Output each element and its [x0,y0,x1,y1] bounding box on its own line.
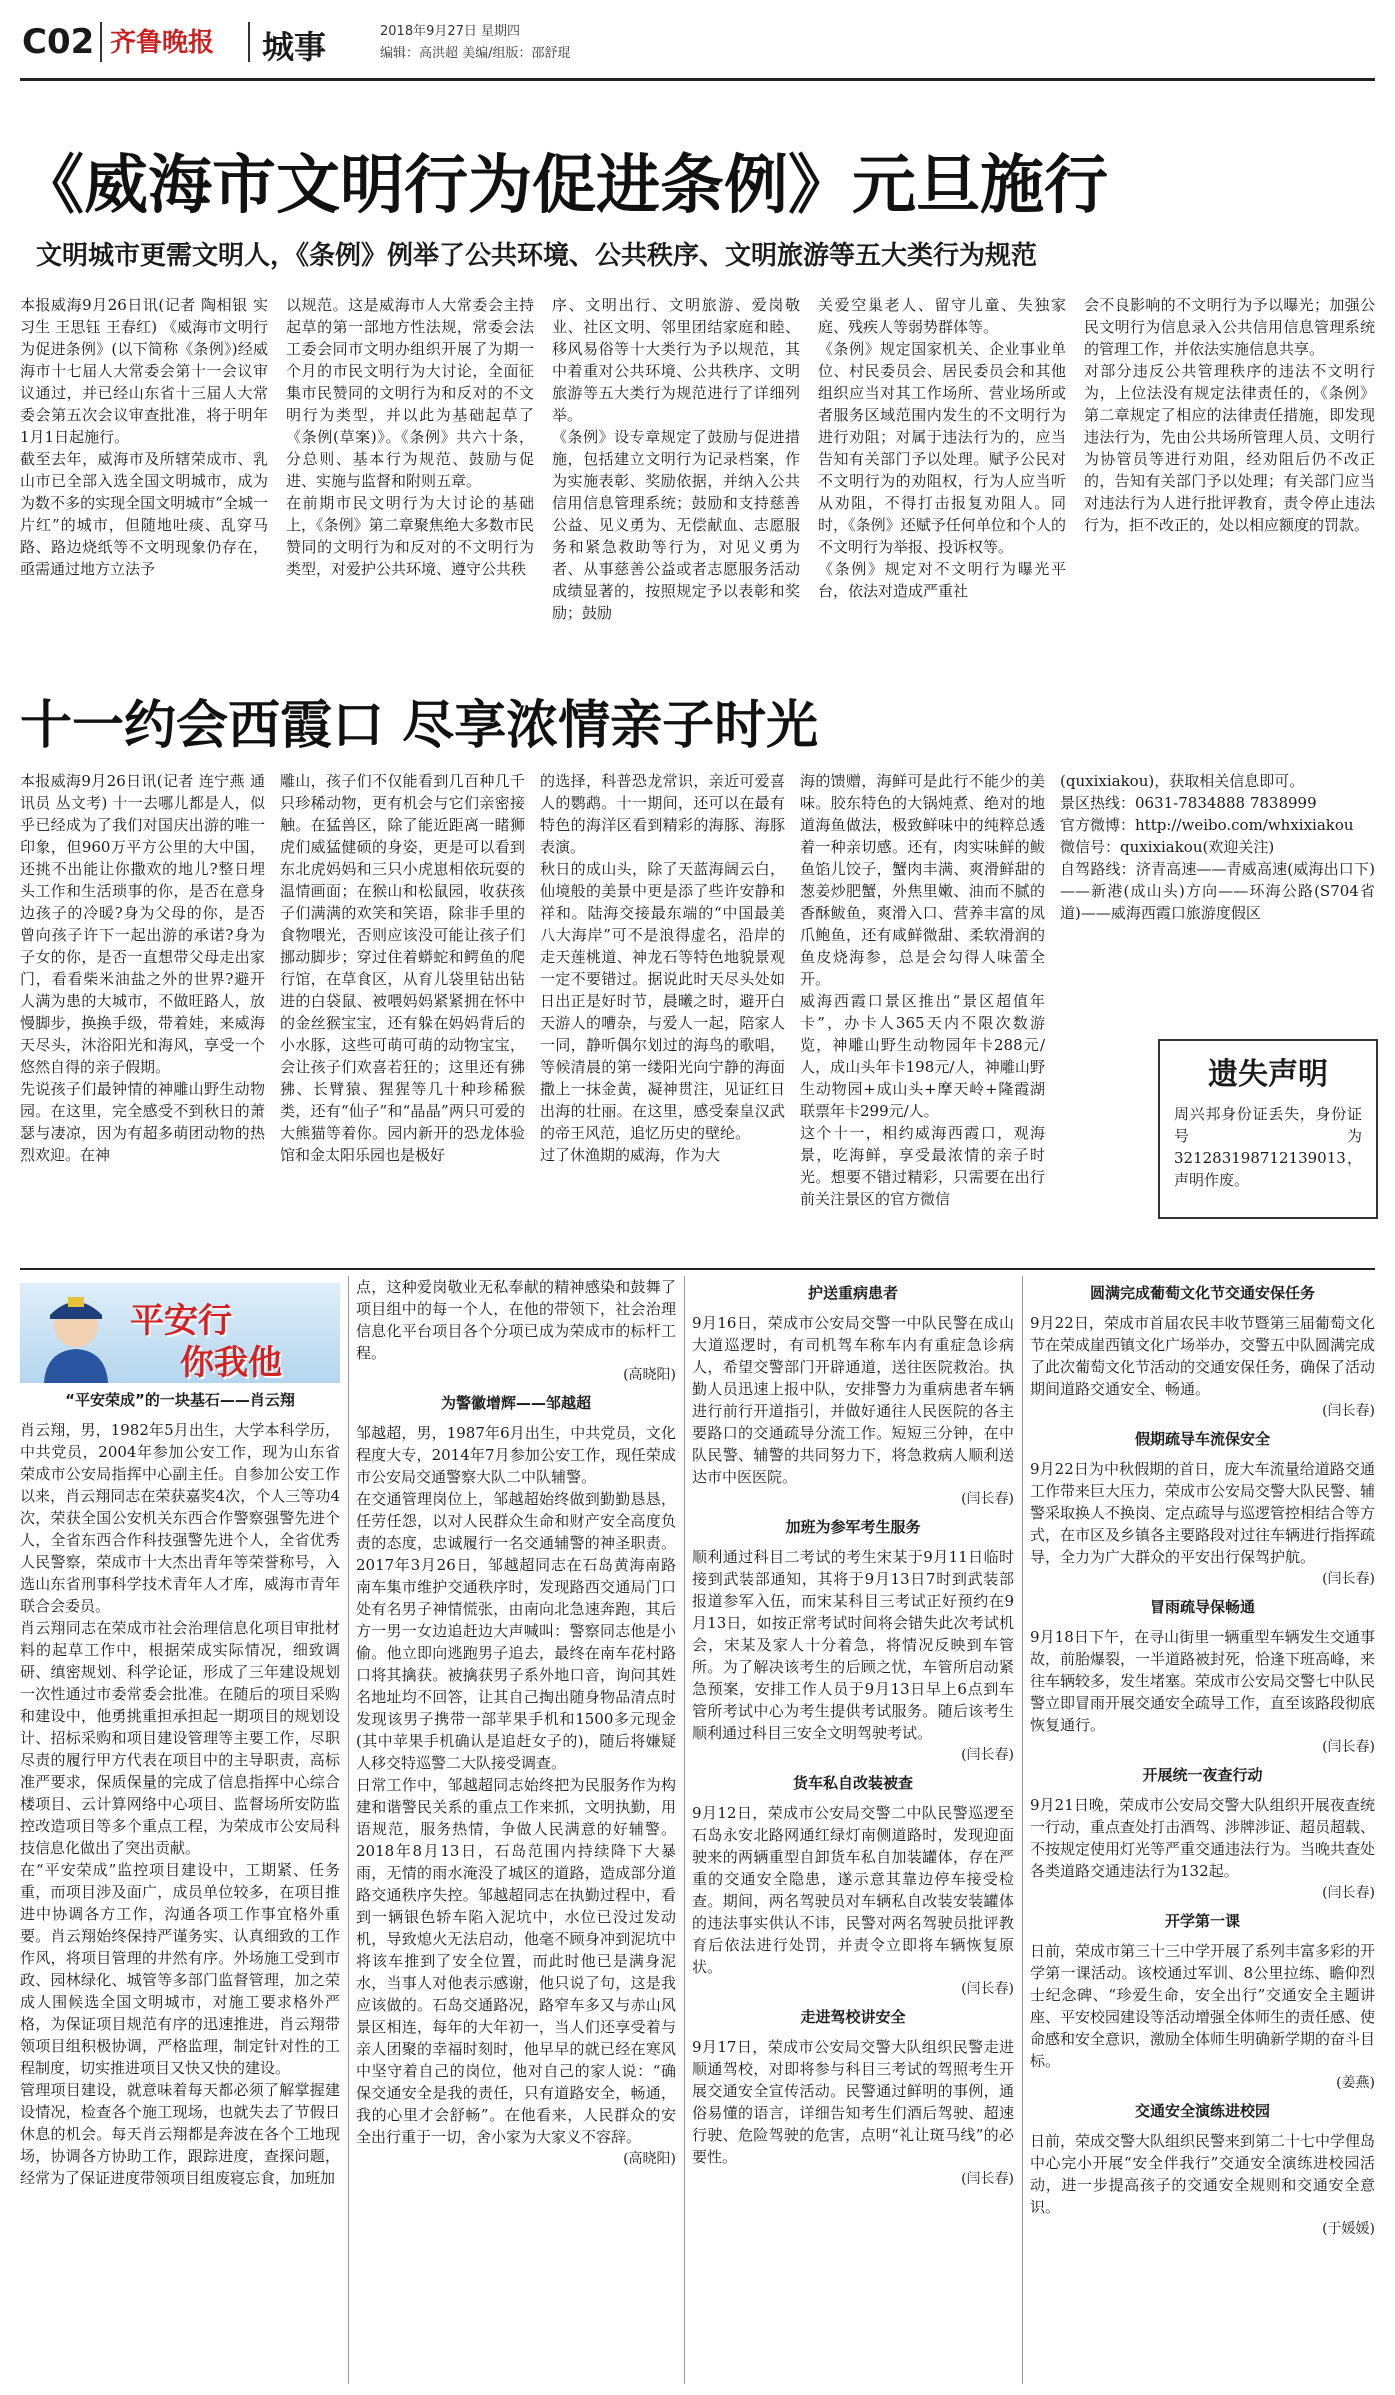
brief-source: (闫长春) [961,1981,1014,1997]
header-divider [248,22,250,62]
brief-body: 顺利通过科目二考试的考生宋某于9月11日临时接到武装部通知，其将于9月13日7时到武装部报道参军入伍，而宋某科目三考试正好预约在9月13日，如按正常考试时间将会错失此次考试机会，宋某及家人十分着急，将情况反映到车管所。为了解决该考生的后顾之忧，车管所启动紧急预案，安排工作人员于9月13日早上6点到车管所考试中心为考生提供考试服务。随后该考生顺利通过科目三安全文明驾驶考试。 [692,1548,1014,1742]
lost-notice-box [1158,1039,1378,1219]
brief-body: 日前，荣成市第三十三中学开展了系列丰富多彩的开学第一课活动。该校通过军训、8公里拉练、瞻仰烈士纪念碑、“珍爱生命，安全出行”交通安全主题讲座、平安校园建设等活动增强全体师生的责任感、使命感和安全意识，激励全体师生明确新学期的奋斗目标。 [1030,1942,1375,2070]
brief-source: (闫长春) [1322,1403,1375,1419]
article1-column-4 [818,294,1066,694]
brief-body: 9月21日晚，荣成市公安局交警大队组织开展夜查统一行动，重点查处打击酒驾、涉牌涉证、超员超载、不按规定使用灯光等严重交通违法行为。当晚共查处各类道路交通违法行为132起。 [1030,1796,1375,1880]
brief-source: (姜燕) [1336,2075,1375,2091]
column-2-stories [356,1276,676,2386]
banner-line-1: 平安行 [130,1301,232,1341]
notice-body: 周兴邦身份证丢失，身份证号为321283198712139013，声明作废。 [1174,1105,1362,1189]
article2-column-4 [800,770,1045,1260]
brief-source: (于媛媛) [1322,2221,1375,2237]
article1-text: 本报威海9月26日讯(记者 陶相银 实习生 王思钰 王春红) 《威海市文明行为促进条例》(以下简称《条例》)经威海市十七届人大常委会第十一会议审议通过，并已经山东省十三届人大常委会第五次会议审查批准，将于明年1月1日起施行。 截至去年，威海市及所辖荣成市、乳山市已全部入选全国文明城市，成为为数不多的实现全国文明城市“全城一片红”的城市，但随地吐痰、乱穿马路、路边烧纸等不文明现象仍存在，亟需通过地方立法予 [20,296,268,578]
header-rule [20,78,1375,81]
article1-text: 关爱空巢老人、留守儿童、失独家庭、残疾人等弱势群体等。 《条例》规定国家机关、企业事业单位、村民委员会、居民委员会和其他组织应当对其工作场所、营业场所或者服务区域范围内发生的不文明行为进行劝阻；对属于违法行为的，应当告知有关部门予以处理。赋予公民对不文明行为的劝阻权，行为人应当听从劝阻，不得打击报复劝阻人。同时，《条例》还赋予任何单位和个人的不文明行为举报、投诉权等。 《条例》规定对不文明行为曝光平台，依法对造成严重社 [818,296,1066,600]
brief-body: 日前，荣成交警大队组织民警来到第二十七中学俚岛中心完小开展“安全伴我行”交通安全演练进校园活动，进一步提高孩子的交通安全规则和交通安全意识。 [1030,2132,1375,2216]
article2-column-1 [20,770,265,1260]
column-divider [684,1276,685,2384]
brief-body: 9月16日，荣成市公安局交警一中队民警在成山大道巡逻时，有司机驾车称车内有重症急诊病人，希望交警部门开辟通道，送往医院救治。执勤人员迅速上报中队，安排警力为重病患者车辆进行前行开道指引，并做好通往人民医院的各主要路口的交通疏导分流工作。短短三分钟，在中队民警、辅警的共同努力下，将急救病人顺利送达市中医医院。 [692,1314,1014,1486]
editors-line: 编辑：高洪超 美编/组版：邵舒琨 [380,46,571,61]
article2-text: 本报威海9月26日讯(记者 连宁燕 通讯员 丛文考) 十一去哪儿都是人，似乎已经成为了我们对国庆出游的唯一印象，但960万平方公里的大中国，还挑不出能让你撒欢的地儿?整日埋头工作和生活琐事的你，是否在意身边孩子的冷暖?身为父母的你，是否曾向孩子许下一起出游的承诺?身为子女的你，是否一直想带父母走出家门，看看柴米油盐之外的世界?避开人满为患的大城市，不做旺路人，放慢脚步，换换手级，带着娃，来威海天尽头，沐浴阳光和海风，享受一个悠然自得的亲子假期。 先说孩子们最钟情的神雕山野生动物园。在这里，完全感受不到秋日的萧瑟与凄凉，因为有超多萌团动物的热烈欢迎。在神 [20,772,265,1164]
story-continuation: 点，这种爱岗敬业无私奉献的精神感染和鼓舞了项目组中的每一个人，在他的带领下，社会治理信息化平台项目各个分项已成为荣成市的标杆工程。 [356,1278,676,1362]
brief-heading: 护送重病患者 [807,1284,898,1302]
safety-banner [20,1283,340,1383]
article1-text: 以规范。这是威海市人大常委会主持起草的第一部地方性法规，常委会法工委会同市文明办组织开展了为期一个月的市民文明行为大讨论，全面征集市民赞同的文明行为和反对的不文明行为类型，并以此为基础起草了《条例(草案)》。《条例》共六十条，分总则、基本行为规范、鼓励与促进、实施与监督和附则五章。 在前期市民文明行为大讨论的基础上，《条例》第二章聚焦绝大多数市民赞同的文明行为和反对的不文明行为类型，对爱护公共环境、遵守公共秩 [286,296,534,578]
article2-text: 海的馈赠，海鲜可是此行不能少的美味。胶东特色的大锅炖煮、绝对的地道海鱼做法，极致鲜味中的纯粹总透着一种亲切感。还有，肉实味鲜的鲅鱼馅儿饺子，蟹肉丰满、爽滑鲜甜的葱姜炒肥蟹，外焦里嫩、油而不腻的香酥鲅鱼，爽滑入口、营养丰富的凤爪鲍鱼，还有咸鲜微甜、柔软滑润的鱼皮烧海参，总是会勾得人味蕾全开。 威海西霞口景区推出“景区超值年卡”，办卡人365天内不限次数游览，神雕山野生动物园年卡288元/人，成山头年卡198元/人，神雕山野生动物园+成山头+摩天岭+隆霞湖联票年卡299元/人。 这个十一，相约威海西霞口，观海景，吃海鲜，享受最浓情的亲子时光。想要不错过精彩，只需要在出行前关注景区的官方微信 [800,772,1045,1208]
brief-heading: 开学第一课 [1164,1912,1240,1930]
brief-source: (闫长春) [1322,1885,1375,1901]
police-officer-icon [28,1287,124,1383]
issue-date: 2018年9月27日 星期四 [380,24,521,39]
section-title: 城事 [262,28,327,66]
article2-text: (quxixiakou)，获取相关信息即可。 景区热线：0631-7834888 7838999 官方微博：http://weibo.com/whxixiakou 微信号：quxixiakou(欢迎关注) 自驾路线：济青高速——青威高速(威海出口下)——新港(成山头)方向——环海公路(S704省道)——威海西霞口旅游度假区 [1060,772,1375,922]
column-4-briefs [1030,1276,1375,2386]
brief-source: (闫长春) [961,1747,1014,1763]
column-divider [1022,1276,1023,2384]
brief-heading: 交通安全演练进校园 [1134,2102,1270,2120]
brief-heading: 加班为参军考生服务 [785,1518,921,1536]
column-divider [348,1276,349,2384]
story-source: (高晓阳) [623,2151,676,2167]
brief-heading: 圆满完成葡萄文化节交通安保任务 [1089,1284,1315,1302]
brief-source: (闫长春) [961,2171,1014,2187]
article1-column-3 [552,294,800,694]
article1-column-1 [20,294,268,694]
brief-body: 9月17日，荣成市公安局交警大队组织民警走进顺通驾校，对即将参与科目三考试的驾照考生开展交通安全宣传活动。民警通过鲜明的事例，通俗易懂的语言，详细告知考生们酒后驾驶、超速行驶、危险驾驶的危害，点明“礼让斑马线”的必要性。 [692,2038,1014,2166]
story-heading: “平安荣成”的一块基石——肖云翔 [65,1391,295,1409]
column-3-briefs [692,1276,1014,2386]
story-body: 肖云翔，男，1982年5月出生，大学本科学历，中共党员，2004年参加公安工作，现为山东省荣成市公安局指挥中心副主任。自参加公安工作以来，肖云翔同志在荣获嘉奖4次，个人三等功4次，荣获全国公安机关东西合作警察强警先进个人，全省东西合作科技强警先进个人，全省优秀人民警察，荣成市十大杰出青年等荣誉称号，入选山东省刑事科学技术青年人才库，威海市青年联合会委员。 肖云翔同志在荣成市社会治理信息化项目审批材料的起草工作中，根据荣成实际情况，细致调研、缜密规划、科学论证，形成了三年建设规划一次性通过市委常委会批准。在随后的项目采购和建设中，他勇挑重担承担起一期项目的规划设计、招标采购和项目建设管理等主要工作，尽职尽责的履行甲方代表在项目中的主导职责，高标准严要求，保质保量的完成了信息指挥中心综合楼项目、云计算网络中心项目、监督场所安防监控改造项目等多个重点工程，为荣成市公安局科技信息化做出了突出贡献。 在“平安荣成”监控项目建设中，工期紧、任务重，而项目涉及面广，成员单位较多，在项目推进中协调各方工作，沟通各项工作事宜格外重要。肖云翔始终保持严谨务实、认真细致的工作作风，将项目管理的井然有序。外场施工受到市政、园林绿化、城管等多部门监督管理，加之荣成人围候选全国文明城市，对施工要求格外严格，为保证项目规范有序的迅速推进，肖云翔带领项目组积极协调，严格监理，制定针对性的工程制度，切实推进项目又快又快的建设。 管理项目建设，就意味着每天都必须了解掌握建设情况，检查各个施工现场，也就失去了节假日休息的机会。每天肖云翔都是奔波在各个工地现场，协调各方协助工作，跟踪进度，查探问题，经常为了保证进度带领项目组废寝忘食，加班加 [20,1421,340,2187]
article1-subtitle: 文明城市更需文明人，《条例》例举了公共环境、公共秩序、文明旅游等五大类行为规范 [36,241,1038,271]
article1-text: 会不良影响的不文明行为予以曝光；加强公民文明行为信息录入公共信用信息管理系统的管理工作，并依法实施信息共享。 对部分违反公共管理秩序的违法不文明行为，上位法没有规定法律责任的，《条例》第二章规定了相应的法律责任措施，即发现违法行为，先由公共场所管理人员、文明行为协管员等进行劝阻，经劝阻后仍不改正的，告知有关部门予以处理；有关部门应当对违法行为人进行批评教育，责令停止违法行为，拒不改正的，处以相应额度的罚款。 [1084,296,1375,534]
brief-heading: 冒雨疏导保畅通 [1149,1598,1255,1616]
article1-text: 序、文明出行、文明旅游、爱岗敬业、社区文明、邻里团结家庭和睦、移风易俗等十大类行为予以规范，其中着重对公共环境、公共秩序、文明旅游等五大类行为规范进行了详细列举。 《条例》设专章规定了鼓励与促进措施，包括建立文明行为记录档案，作为实施表彰、奖励依据，并纳入公共信用信息管理系统；鼓励和支持慈善公益、见义勇为、无偿献血、志愿服务和紧急救助等行为，对见义勇为者、从事慈善公益或者志愿服务活动成绩显著的，按照规定予以表彰和奖励；鼓励 [552,296,800,622]
brief-source: (闫长春) [1322,1571,1375,1587]
brief-body: 9月12日，荣成市公安局交警二中队民警巡逻至石岛永安北路网通红绿灯南侧道路时，发现迎面驶来的两辆重型自卸货车私自加装罐体，存在严重的交通安全隐患，遂示意其靠边停车接受检查。期间，两名驾驶员对车辆私自改装安装罐体的违法事实供认不讳，民警对两名驾驶员批评教育后依法进行处罚，并责令立即将车辆恢复原状。 [692,1804,1014,1976]
story-heading: 为警徽增辉——邹越超 [440,1394,591,1412]
story-body: 邹越超，男，1987年6月出生，中共党员，文化程度大专，2014年7月参加公安工作，现任荣成市公安局交通警察大队二中队辅警。 在交通管理岗位上，邹越超始终做到勤勤恳恳，任劳任怨，以对人民群众生命和财产安全高度负责的态度，忠诚履行一名交通辅警的神圣职责。2017年3月26日，邹越超同志在石岛黄海南路南车集市维护交通秩序时，发现路西交通局门口处有名男子神情慌张，由南向北急速奔跑，其后方一男一女边追赶边大声喊叫：警察同志他是小偷。他立即向逃跑男子追去，最终在南车花村路口将其擒获。被擒获男子系外地口音，询问其姓名地址均不回答，让其自己掏出随身物品清点时发现该男子携带一部苹果手机和1500多元现金(其中苹果手机确认是追赶女子的)，随后将嫌疑人移交特巡警二大队接受调查。 日常工作中，邹越超同志始终把为民服务作为构建和谐警民关系的重点工作来抓，文明执勤，用语规范，服务热情，争做人民满意的好辅警。2018年8月13日，石岛范围内持续降下大暴雨，无情的雨水淹没了城区的道路，造成部分道路交通秩序失控。邹越超同志在执勤过程中，看到一辆银色轿车陷入泥坑中，水位已没过发动机，导致熄火无法启动，他毫不顾身冲到泥坑中将该车推到了安全位置，而此时他已是满身泥水，当事人对他表示感谢，他只说了句，这是我应该做的。石岛交通路况，路窄车多又与赤山风景区相连，每年的大年初一，当人们还享受着与亲人团聚的幸福时刻时，他早早的就已经在寒风中坚守着自己的岗位，他对自己的家人说：“确保交通安全是我的责任，只有道路安全，畅通，我的心里才会舒畅”。在他看来，人民群众的安全出行重于一切，舍小家为大家义不容辞。 [356,1424,676,2146]
article2-bottom-rule [20,1268,1375,1270]
article2-column-2 [280,770,525,1260]
article1-title: 《威海市文明行为促进条例》元旦施行 [20,149,1108,223]
article1-column-2 [286,294,534,694]
brief-source: (闫长春) [961,1491,1014,1507]
article2-column-3 [540,770,785,1260]
article1-column-5 [1084,294,1375,694]
page-number: C02 [22,22,95,62]
brief-heading: 开展统一夜查行动 [1142,1766,1263,1784]
brief-source: (闫长春) [1322,1739,1375,1755]
header-divider [100,22,102,62]
article2-column-5 [1060,770,1375,1030]
brief-body: 9月22日，荣成市首届农民丰收节暨第三届葡萄文化节在荣成崖西镇文化广场举办，交警五中队圆满完成了此次葡萄文化节活动的交通安保任务，确保了活动期间道路交通安全、畅通。 [1030,1314,1375,1398]
banner-line-2: 你我他 [180,1343,282,1383]
brief-heading: 货车私自改装被查 [792,1774,913,1792]
brief-body: 9月22日为中秋假期的首日，庞大车流量给道路交通工作带来巨大压力，荣成市公安局交警大队民警、辅警采取换人不换岗、定点疏导与巡逻管控相结合等方式，在市区及乡镇各主要路段对过往车辆进行指挥疏导，全力为广大群众的平安出行保驾护航。 [1030,1460,1375,1566]
story-xiao-yunxiang [20,1383,340,2383]
notice-title: 遗失声明 [1208,1057,1328,1092]
paper-logo: 齐鲁晚报 [110,28,215,58]
article2-text: 的选择，科普恐龙常识，亲近可爱喜人的鹦鹉。十一期间，还可以在最有特色的海洋区看到精彩的海豚、海豚表演。 秋日的成山头，除了天蓝海阔云白，仙境般的美景中更是添了些许安静和祥和。陆海交接最东端的“中国最美八大海岸”可不是浪得虚名，沿岸的走天莲桃道、神龙石等特色地貌景观一定不要错过。据说此时天尽头处如日出正是好时节，晨曦之时，避开白天游人的嘈杂，与爱人一起，陪家人一同，静听偶尔划过的海鸟的歌唱，等候清晨的第一缕阳光向宁静的海面撒上一抹金黄，凝神贯注，见证红日出海的壮丽。在这里，感受秦皇汉武的帝王风范，追忆历史的壁纶。 过了休渔期的威海，作为大 [540,772,785,1164]
article2-title: 十一约会西霞口 尽享浓情亲子时光 [20,696,819,756]
brief-body: 9月18日下午，在寻山街里一辆重型车辆发生交通事故，前胎爆裂，一半道路被封死，恰逢下班高峰，来往车辆较多，发生堵塞。荣成市公安局交警七中队民警立即冒雨开展交通安全疏导工作，直至该路段彻底恢复通行。 [1030,1628,1375,1734]
article2-text: 雕山，孩子们不仅能看到几百种几千只珍稀动物，更有机会与它们亲密接触。在猛兽区，除了能近距离一睹狮虎们威猛健硕的身姿，更是可以看到东北虎妈妈和三只小虎崽相依玩耍的温情画面；在猴山和松鼠园，收获孩子们满满的欢笑和笑语，除非手里的食物喂光，否则应该没可能让孩子们挪动脚步；穿过住着蟒蛇和鳄鱼的爬行馆，在草食区，从育儿袋里钻出钻进的白袋鼠、被喂妈妈紧紧拥在怀中的金丝猴宝宝，还有躲在妈妈背后的小水豚，这些可萌可萌的动物宝宝，会让孩子们欢喜若狂的；这里还有狒狒、长臂猿、猩猩等几十种珍稀猴类，还有“仙子”和“晶晶”两只可爱的大熊猫等着你。园内新开的恐龙体验馆和金太阳乐园也是极好 [280,772,525,1164]
story-source: (高晓阳) [623,1367,676,1383]
brief-heading: 假期疏导车流保安全 [1134,1430,1270,1448]
brief-heading: 走进驾校讲安全 [800,2008,906,2026]
